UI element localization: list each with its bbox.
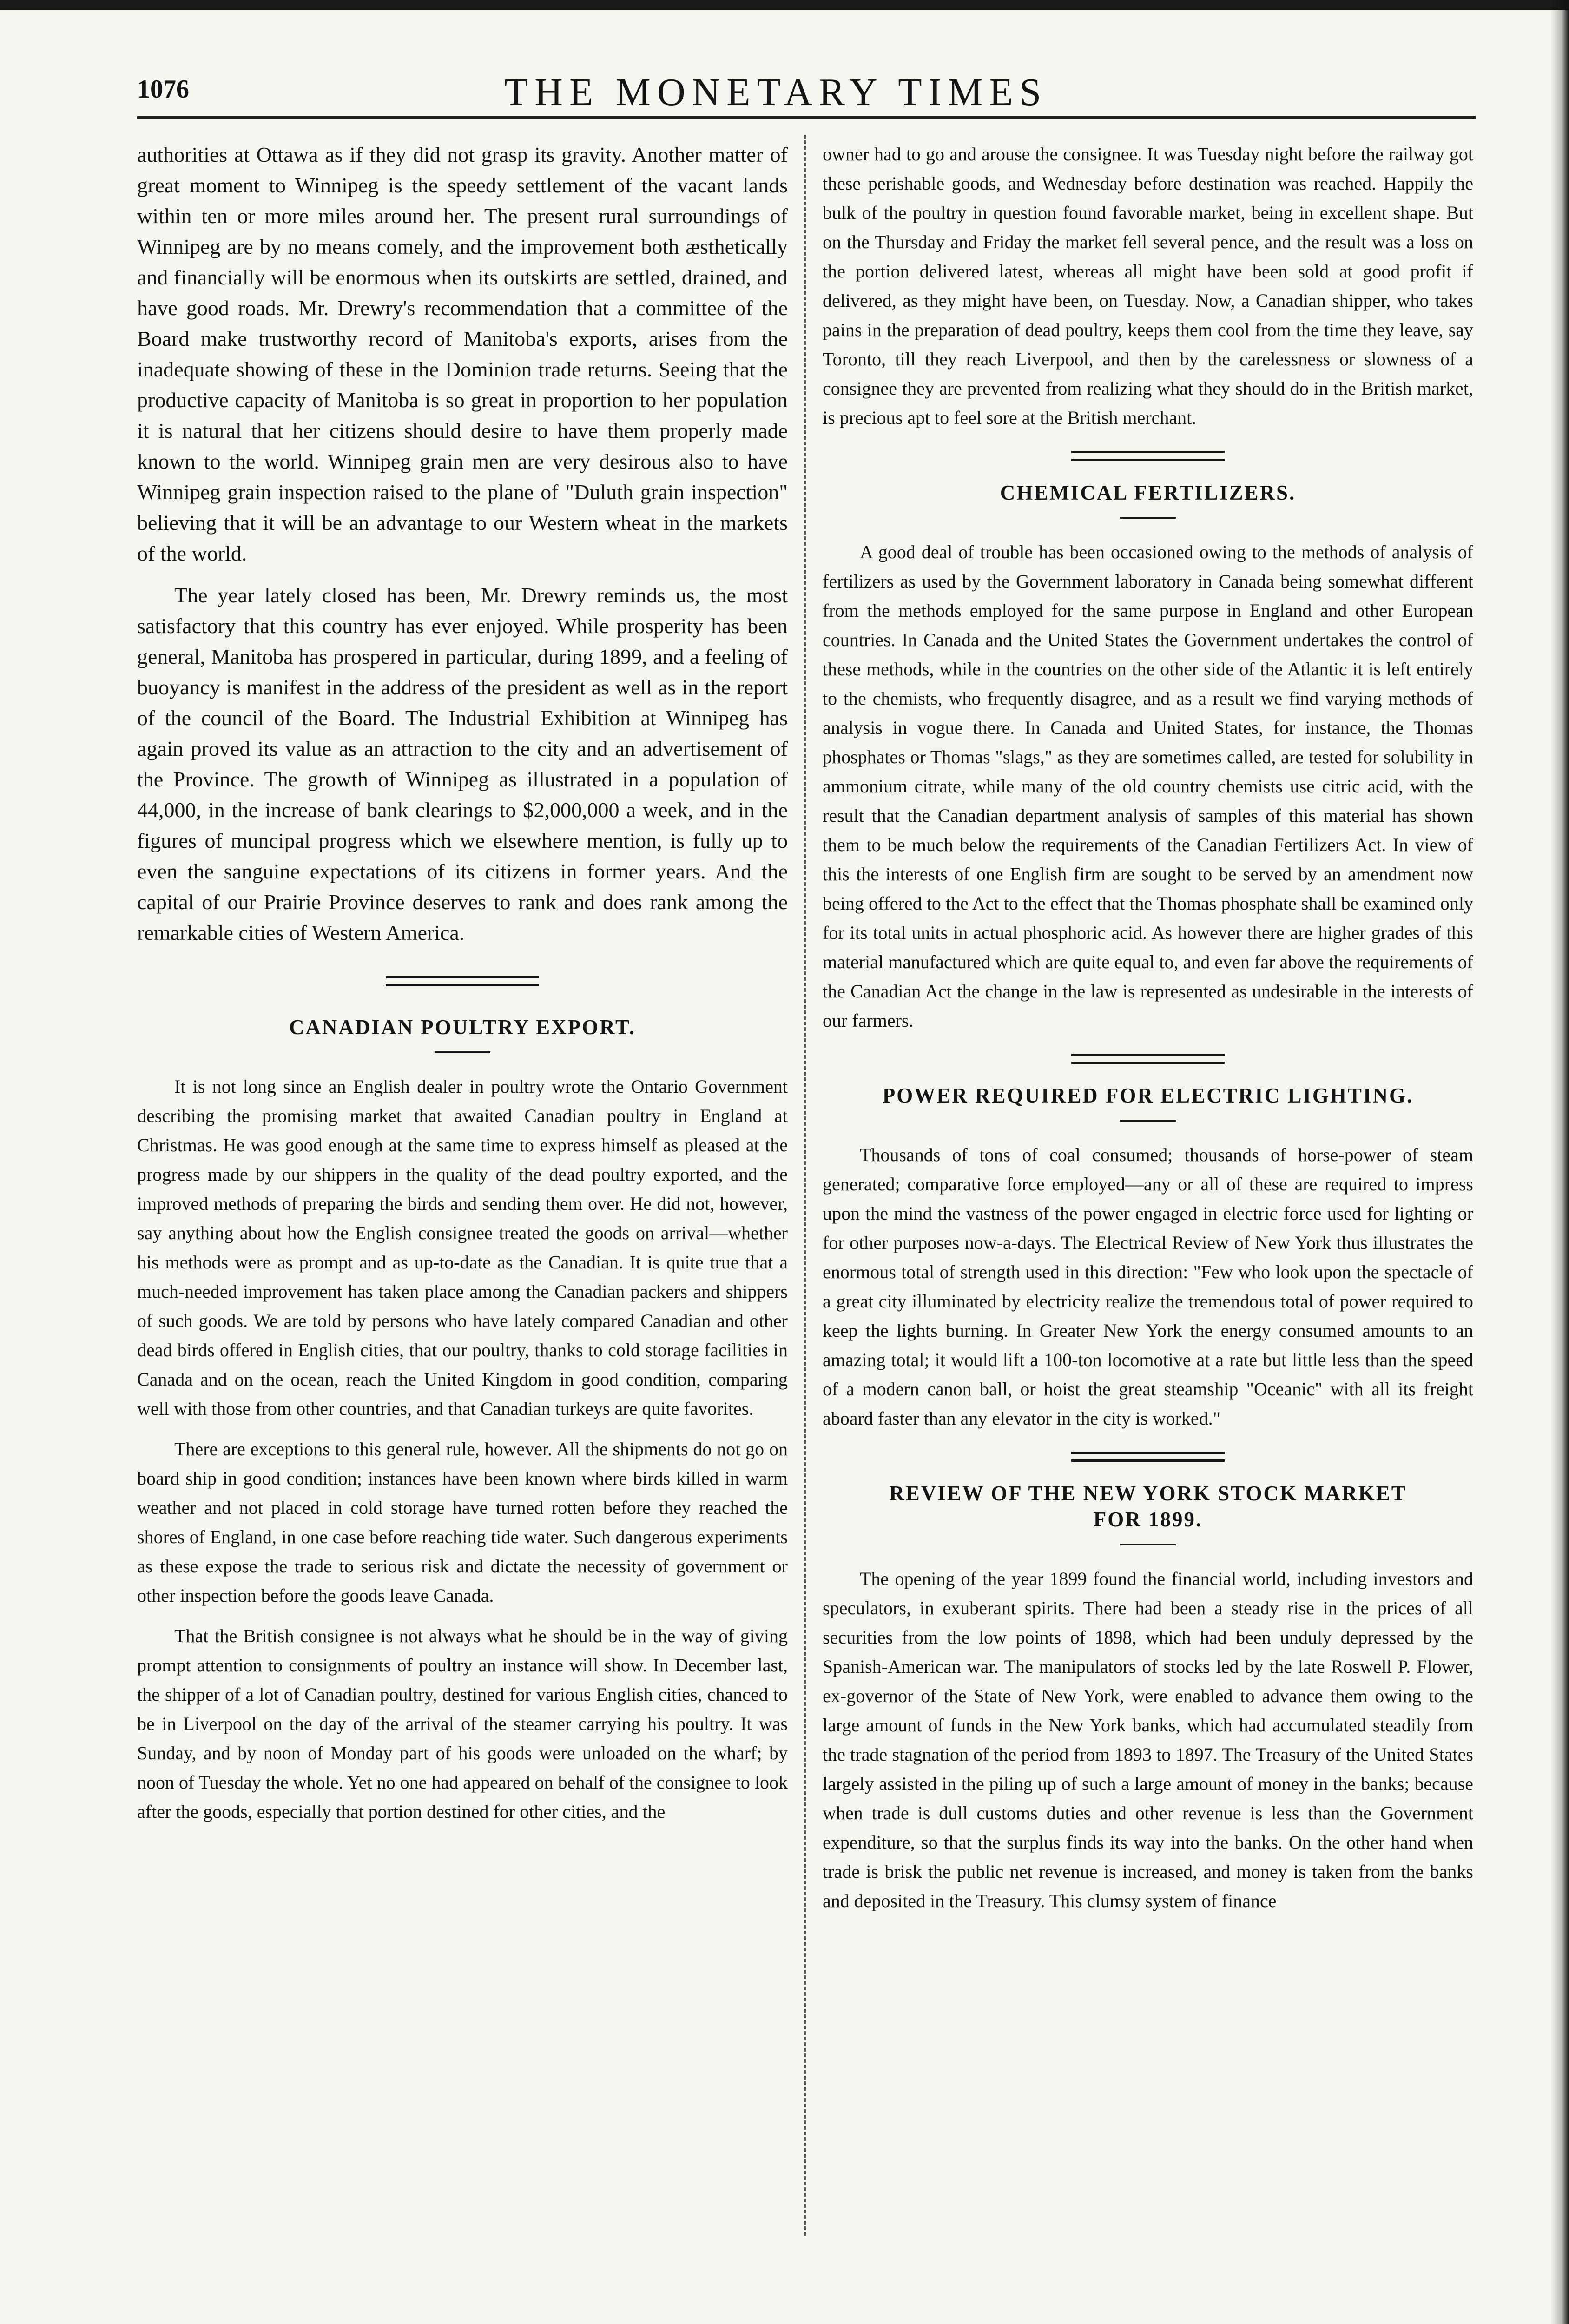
left-column [137,139,788,1826]
stock-market-heading [823,1480,1473,1532]
stock-market-heading-line2: FOR 1899. [1093,1508,1203,1531]
page-top-edge [0,0,1569,10]
section-separator [386,976,539,986]
stock-market-paragraph: The opening of the year 1899 found the financial world, including investors and speculators, in exuberant spirits. There had been a steady rise in the prices of all securities from the low points of 1898, which had been unduly depressed by the Spanish-American war. The manipulators of stocks led by the late Roswell P. Flower, ex-governor of the State of New York, were enabled to advance them owing to the large amount of funds in the New York banks, which had accumulated steadily from the trade stagnation of the period from 1893 to 1897. The Treasury of the United States largely assisted in the piling up of such a large amount of money in the banks; because when trade is dull customs duties and other revenue is less than the Government expenditure, so that the surplus finds its way into the banks. On the other hand when trade is brisk the public net revenue is increased, and money is taken from the banks and deposited in the Treasury. This clumsy system of finance [823,1568,1473,1911]
winnipeg-paragraph: The year lately closed has been, Mr. Drewry reminds us, the most satisfactory that this country has ever enjoyed. While prosperity has been general, Manitoba has prospered in particular, during 1899, and a feeling of buoyancy is manifest in the address of the president as well as in the report of the council of the Board. The Industrial Exhibition at Winnipeg has again proved its value as an attraction to the city and an advertisement of the Province. The growth of Winnipeg as illustrated in a population of 44,000, in the increase of bank clearings to $2,000,000 a week, and in the figures of muncipal progress which we elsewhere mention, is fully up to even the sanguine expectations of its citizens in former years. And the capital of our Prairie Province deserves to rank and does rank among the remarkable cities of Western America. [137,583,788,944]
winnipeg-paragraph: authorities at Ottawa as if they did not grasp its gravity. Another matter of great moment to Winnipeg is the speedy settlement of the vacant lands within ten or more miles around her. The present rural surroundings of Winnipeg are by no means comely, and the improvement both æsthetically and financially will be enormous when its outskirts are settled, drained, and have good roads. Mr. Drewry's recommendation that a committee of the Board make trustworthy record of Manitoba's exports, arises from the inadequate showing of these in the Dominion trade returns. Seeing that the productive capacity of Manitoba is so great in proportion to her population it is natural that her citizens should desire to have them properly made known to the world. Winnipeg grain men are very desirous also to have Winnipeg grain inspection raised to the plane of "Duluth grain inspection" believing that it will be an advantage to our Western wheat in the markets of the world. [137,143,788,565]
poultry-paragraph: There are exceptions to this general rule, however. All the shipments do not go on board ship in good condition; instances have been known where birds killed in warm weather and not placed in cold storage have turned rotten before they reached the shores of England, in one case before reaching tide water. Such dangerous experiments as these expose the trade to serious risk and dictate the necessity of government or other inspection before the goods leave Canada. [137,1439,788,1606]
poultry-paragraph: It is not long since an English dealer in poultry wrote the Ontario Government describing the promising market that awaited Canadian poultry in England at Christmas. He was good enough at the same time to express himself as pleased at the progress made by our shippers in the quality of the dead poultry exported, and the improved methods of preparing the birds and sending them over. He did not, however, say anything about how the English consignee treated the goods on arrival—whether his methods were as prompt and as up-to-date as the Canadian. It is quite true that a much-needed improvement has taken place among the Canadian packers and shippers of such goods. We are told by persons who have lately compared Canadian and other dead birds offered in English cities, that our poultry, thanks to cold storage facilities in Canada and on the ocean, reach the United Kingdom in good condition, comparing well with those from other countries, and that Canadian turkeys are quite favorites. [137,1076,788,1419]
column-divider [804,135,806,2236]
poultry-paragraph: That the British consignee is not always what he should be in the way of giving prompt attention to consignments of poultry an instance will show. In December last, the shipper of a lot of Canadian poultry, destined for various English cities, chanced to be in Liverpool on the day of the arrival of the steamer carrying his poultry. It was Sunday, and by noon of Monday part of his goods were unloaded on the wharf; by noon of Tuesday the whole. Yet no one had appeared on behalf of the consignee to look after the goods, especially that portion destined for other cities, and the [137,1625,788,1822]
poultry-continued-paragraph: owner had to go and arouse the consignee. It was Tuesday night before the railway got these perishable goods, and Wednesday before destination was reached. Happily the bulk of the poultry in question found favorable market, being in excellent shape. But on the Thursday and Friday the market fell several pence, and the result was a loss on the portion delivered latest, whereas all might have been sold at good profit if delivered, as they might have been, on Tuesday. Now, a Canadian shipper, who takes pains in the preparation of dead poultry, keeps them cool from the time they leave, say Toronto, till they reach Liverpool, and then by the carelessness or slowness of a consignee they are prevented from realizing what they should do in the British market, is precious apt to feel sore at the British merchant. [823,144,1473,428]
page-right-edge [1550,0,1569,2324]
journal-title: THE MONETARY TIMES [504,71,1048,114]
stock-market-heading-line1: REVIEW OF THE NEW YORK STOCK MARKET [889,1482,1407,1505]
page-header [137,70,1485,121]
section-separator [1071,1452,1225,1462]
poultry-heading: CANADIAN POULTRY EXPORT. [289,1016,636,1039]
page-number: 1076 [137,75,189,104]
section-separator [1071,451,1225,461]
fertilizers-paragraph: A good deal of trouble has been occasioned owing to the methods of analysis of fertilizers as used by the Government laboratory in Canada being somewhat different from the methods employed for the same purpose in England and other European countries. In Canada and the United States the Government undertakes the control of these methods, while in the countries on the other side of the Atlantic it is left entirely to the chemists, who frequently disagree, and as a result we find varying methods of analysis in vogue there. In Canada and United States, for instance, the Thomas phosphates or Thomas "slags," as they are sometimes called, are tested for solubility in ammonium citrate, while many of the old country chemists use citric acid, with the result that the Canadian department analysis of samples of this material has shown them to be much below the requirements of the Canadian Fertilizers Act. In view of this the interests of one English firm are sought to be served by an amendment now being offered to the Act to the effect that the Thomas phosphate shall be examined only for its total units in actual phosphoric acid. As however there are higher grades of this material manufactured which are quite equal to, and even far above the requirements of the Canadian Act the change in the law is represented as undesirable in the interests of our farmers. [823,541,1473,1031]
fertilizers-heading: CHEMICAL FERTILIZERS. [1000,481,1296,504]
electric-heading: POWER REQUIRED FOR ELECTRIC LIGHTING. [882,1084,1414,1107]
right-column [823,139,1473,1915]
electric-paragraph: Thousands of tons of coal consumed; thousands of horse-power of steam generated; comparative force employed—any or all of these are required to impress upon the mind the vastness of the power engaged in electric force used for lighting or for other purposes now-a-days. The Electrical Review of New York thus illustrates the enormous total of strength used in this direction: "Few who look upon the spectacle of a great city illuminated by electricity realize the tremendous total of power required to keep the lights burning. In Greater New York the energy consumed amounts to an amazing total; it would lift a 100-ton locomotive at a rate but little less than the speed of a modern canon ball, or hoist the great steamship "Oceanic" with all its freight aboard faster than any elevator in the city is worked." [823,1144,1473,1429]
section-separator [1071,1054,1225,1064]
header-rule [137,116,1476,119]
